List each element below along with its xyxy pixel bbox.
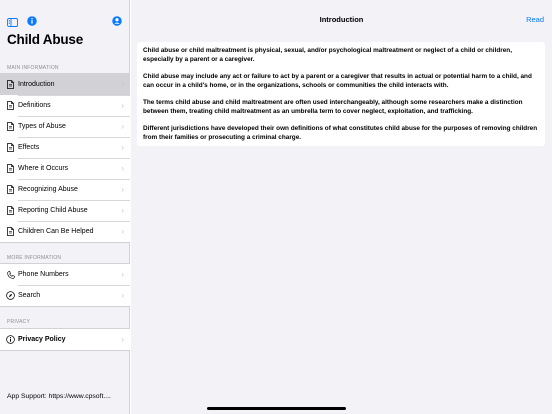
section-header-more: MORE INFORMATION	[7, 255, 62, 261]
sidebar-item-introduction[interactable]	[0, 74, 130, 95]
chevron-right-icon: ›	[121, 335, 124, 344]
chevron-right-icon: ›	[121, 101, 124, 110]
document-icon	[6, 122, 15, 132]
home-indicator[interactable]	[207, 407, 346, 410]
chevron-right-icon: ›	[121, 122, 124, 131]
sidebar-item-label: Types of Abuse	[18, 123, 66, 130]
compass-icon	[6, 291, 15, 301]
privacy-list	[0, 328, 130, 351]
sidebar-item-label: Phone Numbers	[18, 271, 69, 278]
chevron-right-icon: ›	[121, 143, 124, 152]
chevron-right-icon: ›	[121, 270, 124, 279]
app-support-link[interactable]: App Support: https://www.cpsoft....	[7, 393, 111, 400]
document-icon	[6, 164, 15, 174]
sidebar-item-phone-numbers[interactable]	[0, 264, 130, 285]
paragraph: Different jurisdictions have developed their own definitions of what constitutes child abuse for the purposes of removing children from their families or prosecuting a criminal charge.	[143, 125, 538, 142]
sidebar-item-children-can-be-helped[interactable]	[0, 221, 130, 242]
sidebar-item-types-of-abuse[interactable]	[0, 116, 130, 137]
sidebar	[0, 0, 130, 414]
section-header-privacy: PRIVACY	[7, 319, 30, 325]
page-title: Introduction	[319, 15, 364, 24]
sidebar-item-label: Where it Occurs	[18, 165, 69, 172]
chevron-right-icon: ›	[121, 80, 124, 89]
sidebar-item-label: Introduction	[18, 81, 55, 88]
sidebar-item-where-it-occurs[interactable]	[0, 158, 130, 179]
chevron-right-icon: ›	[121, 206, 124, 215]
chevron-right-icon: ›	[121, 291, 124, 300]
chevron-right-icon: ›	[121, 227, 124, 236]
paragraph: Child abuse or child maltreatment is physical, sexual, and/or psychological maltreatment or neglect of a child or children, especially by a parent or a caregiver.	[143, 47, 512, 64]
sidebar-title: Child Abuse	[7, 32, 84, 47]
sidebar-item-privacy-policy[interactable]	[0, 329, 130, 350]
sidebar-item-recognizing-abuse[interactable]	[0, 179, 130, 200]
sidebar-item-label: Effects	[18, 144, 40, 151]
content-card	[137, 42, 545, 146]
info-circle-icon	[6, 335, 15, 345]
sidebar-item-reporting-child-abuse[interactable]	[0, 200, 130, 221]
paragraph: The terms child abuse and child maltreatment are often used interchangeably, although some researchers make a distinction between them, treating child maltreatment as an umbrella term to cover neglect, exploitation, and trafficking.	[143, 99, 523, 116]
chevron-right-icon: ›	[121, 185, 124, 194]
detail-pane	[131, 0, 552, 414]
document-icon	[6, 227, 15, 237]
main-information-list	[0, 73, 130, 243]
document-icon	[6, 143, 15, 153]
info-icon[interactable]	[27, 13, 37, 31]
sidebar-toolbar	[7, 14, 122, 27]
phone-icon	[6, 270, 15, 280]
read-button[interactable]: Read	[526, 15, 544, 24]
sidebar-item-search[interactable]	[0, 285, 130, 306]
document-icon	[6, 80, 15, 90]
section-header-main: MAIN INFORMATION	[7, 65, 59, 71]
more-information-list	[0, 263, 130, 307]
document-icon	[6, 101, 15, 111]
sidebar-item-label: Recognizing Abuse	[18, 186, 78, 193]
sidebar-item-label: Reporting Child Abuse	[18, 207, 88, 214]
sidebar-item-label: Search	[18, 292, 41, 299]
account-icon[interactable]	[112, 13, 122, 31]
sidebar-item-label: Children Can Be Helped	[18, 228, 94, 235]
document-icon	[6, 206, 15, 216]
sidebar-item-label: Definitions	[18, 102, 51, 109]
sidebar-toggle-icon[interactable]	[7, 14, 18, 32]
document-icon	[6, 185, 15, 195]
sidebar-item-effects[interactable]	[0, 137, 130, 158]
sidebar-item-definitions[interactable]	[0, 95, 130, 116]
chevron-right-icon: ›	[121, 164, 124, 173]
paragraph: Child abuse may include any act or failure to act by a parent or a caregiver that results in actual or potential harm to a child, and can occur in a child's home, or in the organizations, schools or communities the child interacts with.	[143, 73, 532, 90]
sidebar-item-label: Privacy Policy	[18, 336, 66, 343]
